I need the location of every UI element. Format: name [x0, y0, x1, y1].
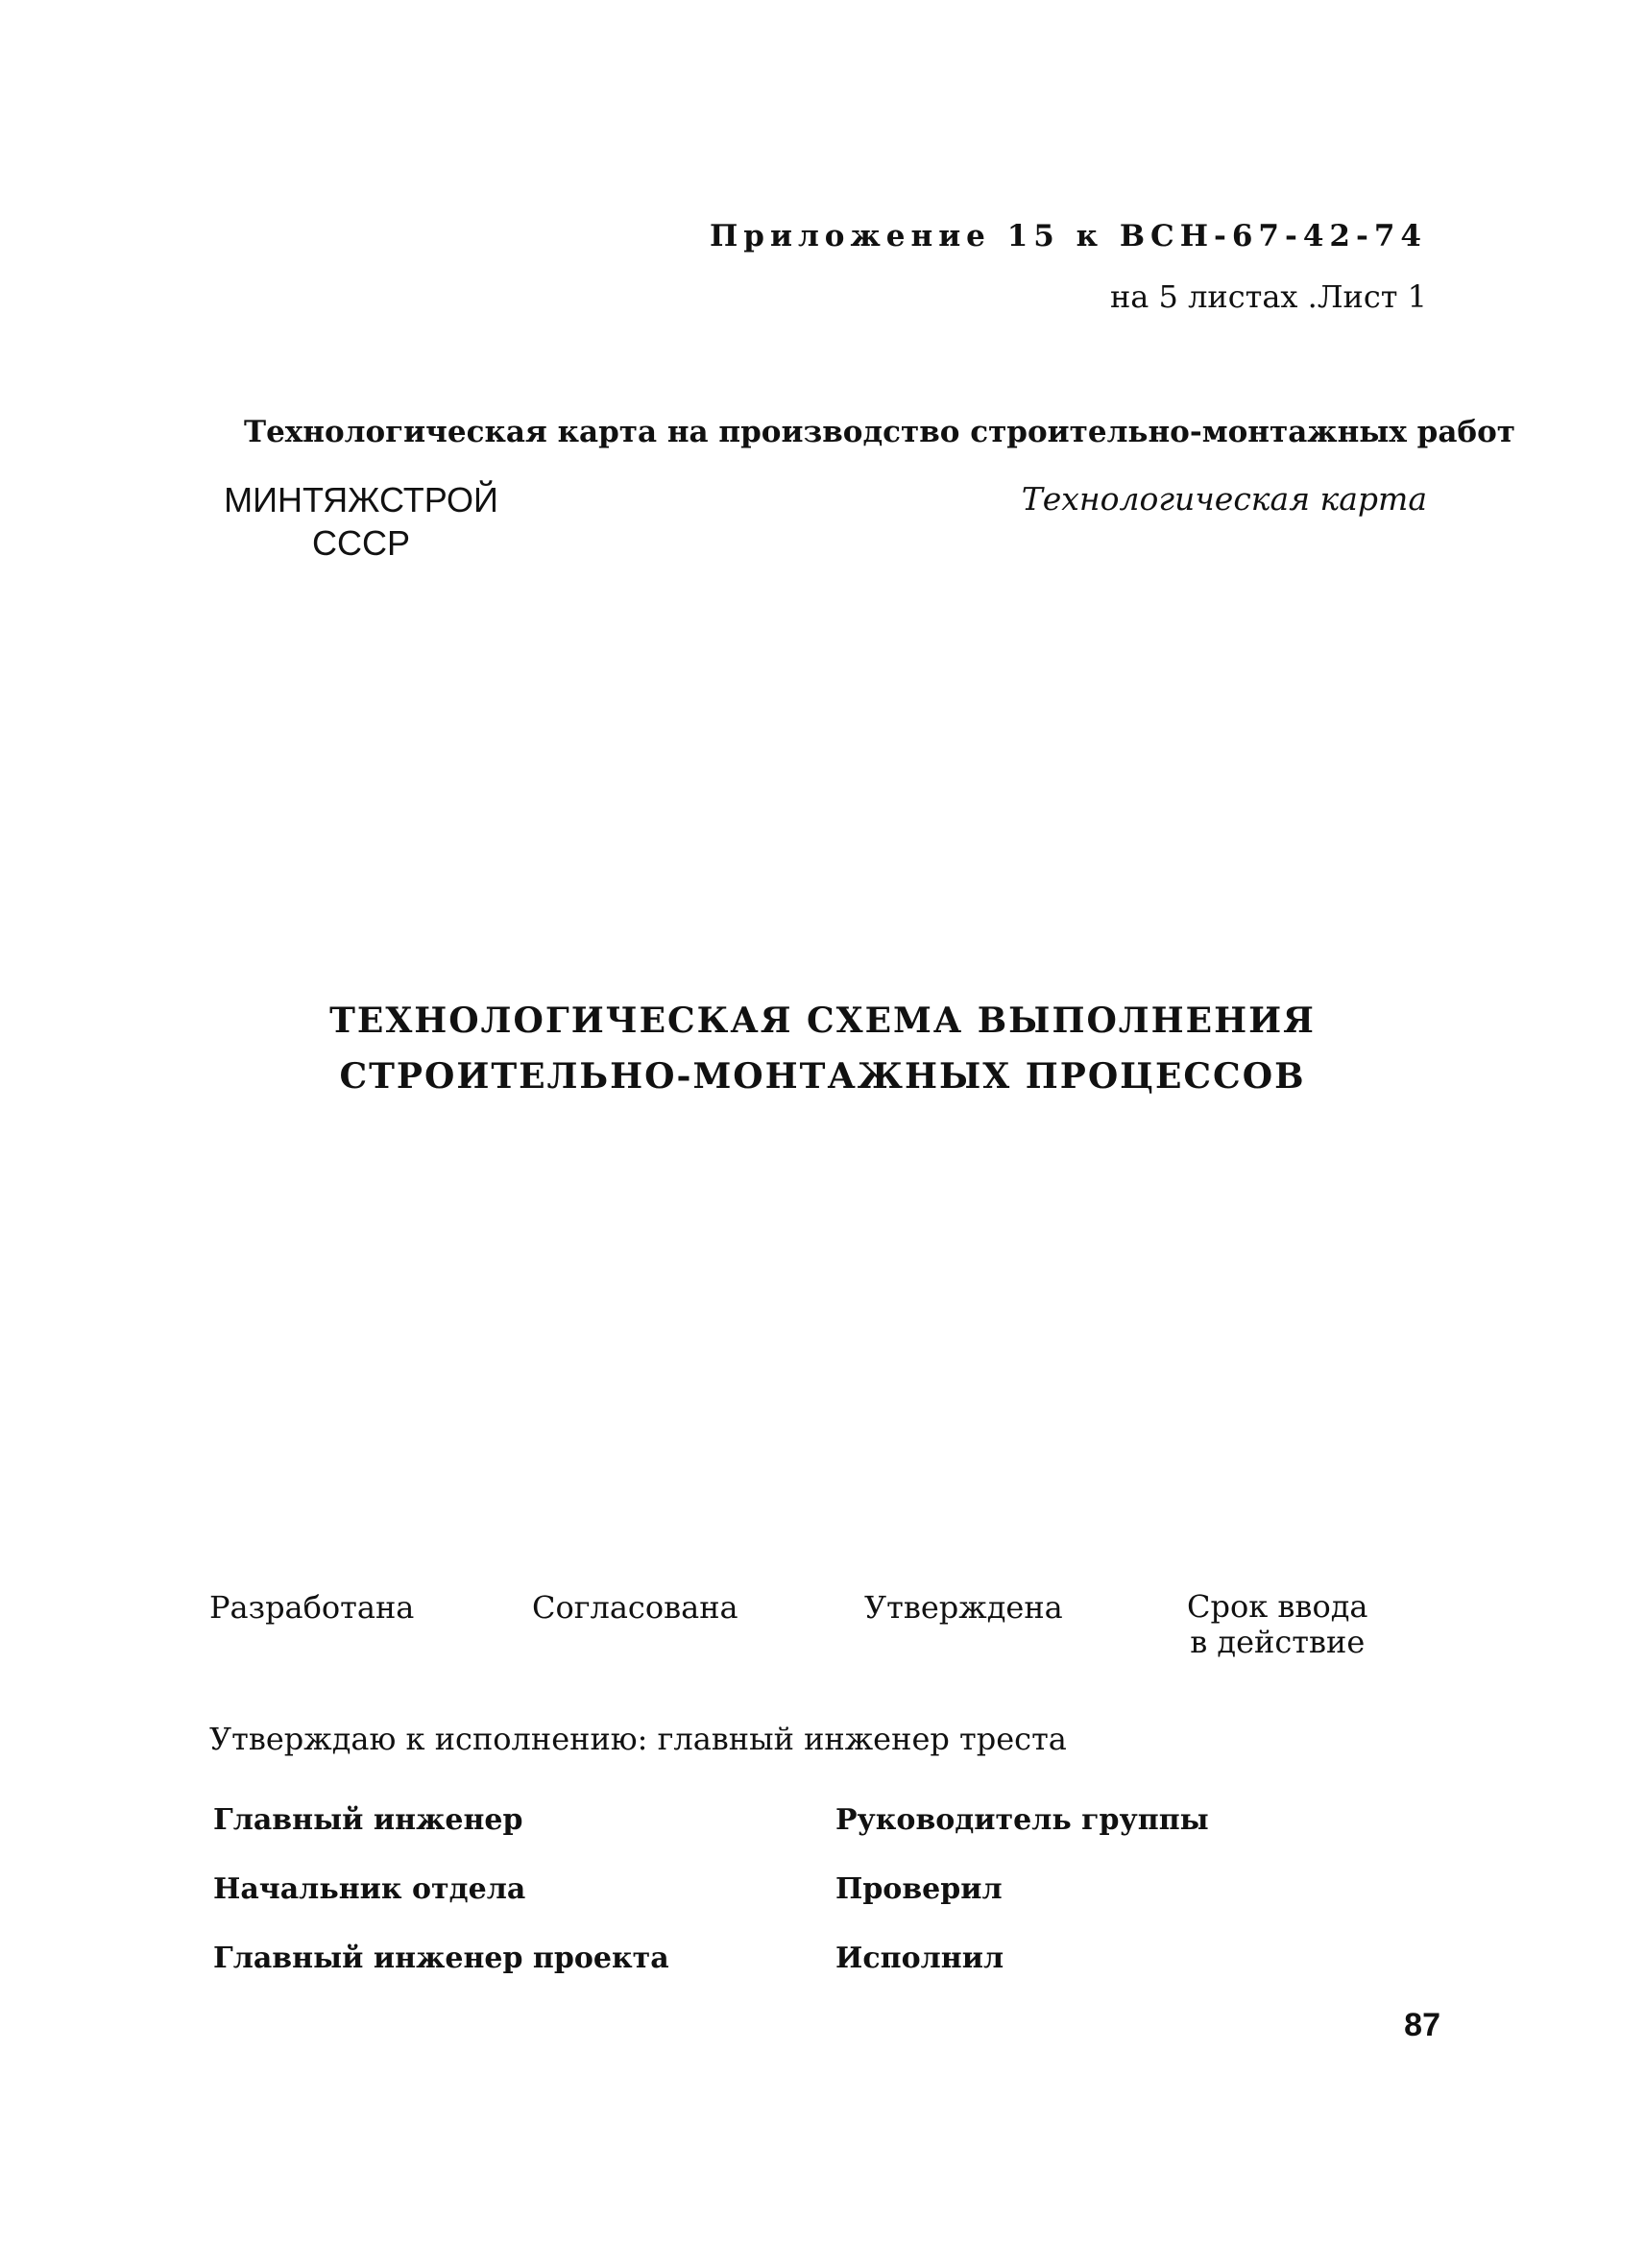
stamp-agreed: Согласована — [532, 1589, 738, 1626]
approve-line: Утверждаю к исполнению: главный инженер треста — [209, 1721, 1067, 1757]
ministry-name: МИНТЯЖСТРОЙ — [224, 480, 498, 519]
document-subtitle: Технологическая карта на производство строительно-монтажных работ — [244, 415, 1515, 449]
page-number: 87 — [1404, 2007, 1440, 2043]
role-executed: Исполнил — [835, 1942, 1004, 1975]
ministry-block — [198, 478, 524, 565]
sheets-info: на 5 листах .Лист 1 — [1109, 278, 1427, 315]
role-group-leader: Руководитель группы — [835, 1803, 1209, 1837]
stamp-effective-line-2: в действие — [1190, 1623, 1366, 1660]
stamp-approved: Утверждена — [864, 1589, 1063, 1626]
tech-card-label: Технологическая карта — [1021, 480, 1427, 518]
ministry-country: СССР — [311, 523, 410, 563]
stamp-effective-line-1: Срок ввода — [1187, 1588, 1368, 1625]
main-title-line-1: ТЕХНОЛОГИЧЕСКАЯ СХЕМА ВЫПОЛНЕНИЯ — [329, 1001, 1316, 1041]
role-department-head: Начальник отдела — [213, 1872, 526, 1906]
role-chief-engineer: Главный инженер — [213, 1803, 523, 1837]
role-chief-project-engineer: Главный инженер проекта — [213, 1942, 669, 1975]
main-title — [0, 994, 1645, 1104]
appendix-heading — [710, 219, 1427, 253]
appendix-word: Приложение 15 к ВСН-67-42-74 — [710, 219, 1427, 253]
main-title-line-2: СТРОИТЕЛЬНО-МОНТАЖНЫХ ПРОЦЕССОВ — [339, 1055, 1306, 1097]
stamp-effective-date — [1187, 1589, 1367, 1660]
stamp-developed: Разработана — [209, 1589, 415, 1626]
role-checked: Проверил — [835, 1872, 1003, 1906]
